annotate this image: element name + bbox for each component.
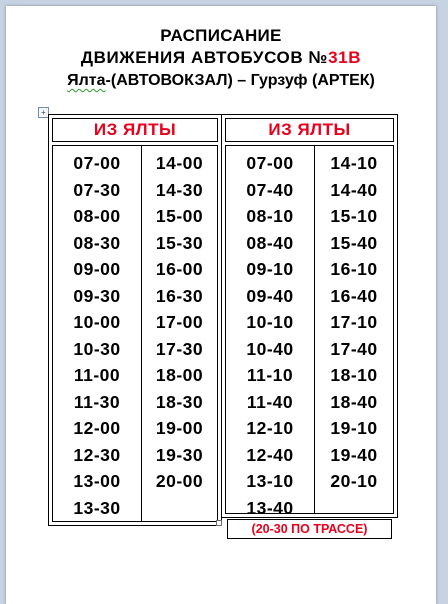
time-cell: 08-30 <box>73 232 121 253</box>
time-cell: 08-10 <box>246 206 294 226</box>
time-cell: 16-00 <box>155 259 204 279</box>
time-cell: 12-10 <box>246 418 294 438</box>
time-cell: 14-30 <box>155 179 204 200</box>
time-cell: 17-00 <box>155 312 204 332</box>
time-cell: 13-00 <box>73 471 121 491</box>
route-note: (20-30 ПО ТРАССЕ) <box>227 519 392 539</box>
table-header: ИЗ ЯЛТЫ <box>52 118 218 142</box>
table-column <box>142 146 217 521</box>
time-cell: 19-30 <box>155 444 204 465</box>
route-stops <box>6 72 436 90</box>
route-title <box>6 48 436 68</box>
time-cell: 18-40 <box>330 391 378 412</box>
time-cell: 18-10 <box>330 365 378 385</box>
time-cell: 19-00 <box>155 418 204 438</box>
time-cell: 16-30 <box>155 285 204 306</box>
schedule-table-left <box>48 114 222 526</box>
time-cell: 11-00 <box>73 365 121 385</box>
time-cell: 11-30 <box>73 391 121 412</box>
time-cell: 20-00 <box>155 471 204 491</box>
schedule-table-right <box>221 114 398 518</box>
table-move-handle-icon[interactable]: + <box>38 107 49 118</box>
time-cell: 16-40 <box>330 285 378 306</box>
time-cell: 09-40 <box>246 285 294 306</box>
table-body <box>52 145 218 522</box>
time-cell: 09-00 <box>73 259 121 279</box>
time-cell: 19-40 <box>330 444 378 465</box>
table-column <box>315 146 393 513</box>
time-cell: 07-00 <box>246 153 294 173</box>
time-cell: 09-10 <box>246 259 294 279</box>
time-cell: 15-30 <box>155 232 204 253</box>
table-column <box>226 146 315 518</box>
time-cell: 15-40 <box>330 232 378 253</box>
route-title-prefix: ДВИЖЕНИЯ АВТОБУСОВ № <box>80 48 329 67</box>
time-cell: 15-10 <box>330 206 378 226</box>
time-cell: 12-00 <box>73 418 121 438</box>
time-cell: 10-10 <box>246 312 294 332</box>
time-cell: 20-10 <box>330 471 378 491</box>
table-resize-handle-icon[interactable] <box>216 520 222 526</box>
time-cell: 14-10 <box>330 153 378 173</box>
table-header: ИЗ ЯЛТЫ <box>225 118 394 142</box>
time-cell: 07-40 <box>246 179 294 200</box>
time-cell: 17-10 <box>330 312 378 332</box>
time-cell: 19-10 <box>330 418 378 438</box>
time-cell: 18-00 <box>155 365 204 385</box>
time-cell: 11-10 <box>246 365 294 385</box>
time-cell: 17-30 <box>155 338 204 359</box>
time-cell: 07-00 <box>73 153 121 173</box>
time-cell: 07-30 <box>73 179 121 200</box>
table-body <box>225 145 394 518</box>
table-column <box>53 146 142 521</box>
route-number: 31В <box>328 48 362 67</box>
time-cell: 17-40 <box>330 338 378 359</box>
time-cell: 16-10 <box>330 259 378 279</box>
time-cell: 15-00 <box>155 206 204 226</box>
time-cell: 13-30 <box>73 497 121 518</box>
time-cell: 13-40 <box>246 497 294 518</box>
schedule-title: РАСПИСАНИЕ <box>160 26 282 45</box>
time-cell: 08-00 <box>73 206 121 226</box>
time-cell: 12-30 <box>73 444 121 465</box>
time-cell: 18-30 <box>155 391 204 412</box>
time-cell: 14-00 <box>155 153 204 173</box>
route-stop-yalta: Ялта <box>67 72 106 89</box>
time-cell: 08-40 <box>246 232 294 253</box>
time-cell: 11-40 <box>246 391 294 412</box>
document-page <box>6 6 436 604</box>
time-cell: 10-30 <box>73 338 121 359</box>
time-cell: 14-40 <box>330 179 378 200</box>
time-cell: 13-10 <box>246 471 294 491</box>
time-cell: 10-00 <box>73 312 121 332</box>
route-stops-rest: -(АВТОВОКЗАЛ) – Гурзуф (АРТЕК) <box>105 72 375 89</box>
time-cell: 10-40 <box>246 338 294 359</box>
time-cell: 09-30 <box>73 285 121 306</box>
time-cell: 12-40 <box>246 444 294 465</box>
